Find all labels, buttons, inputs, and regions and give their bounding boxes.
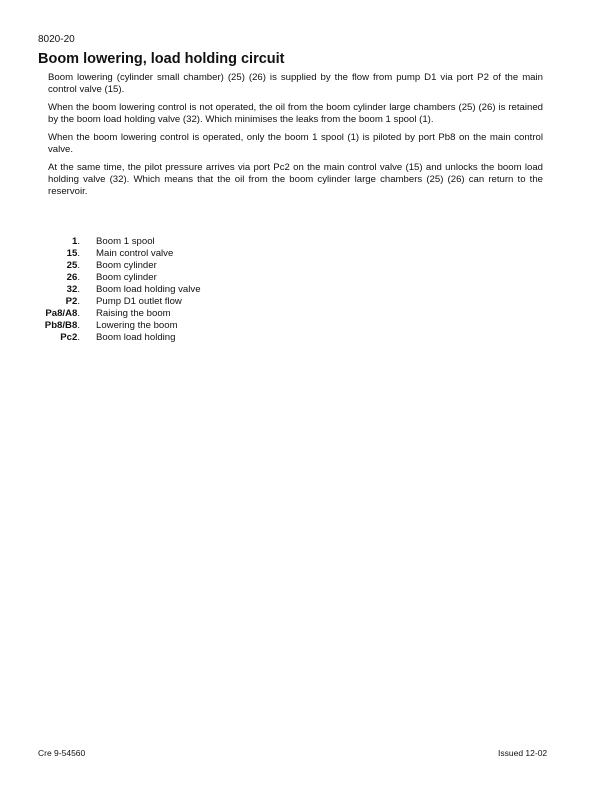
legend-key: Pa8/A8. [45, 308, 80, 319]
legend-key: 1. [71, 236, 80, 247]
legend-label: Main control valve [96, 248, 174, 259]
legend-item [20, 296, 201, 308]
legend-key: 26. [66, 272, 80, 283]
section-title: Boom lowering, load holding circuit [38, 51, 285, 67]
legend-list [20, 236, 201, 344]
legend-item [20, 308, 201, 320]
legend-label: Raising the boom [96, 308, 171, 319]
legend-label: Boom cylinder [96, 260, 157, 271]
legend-key: 15. [66, 248, 80, 259]
legend-item [20, 248, 201, 260]
legend-item [20, 332, 201, 344]
paragraph: When the boom lowering control is not operated, the oil from the boom cylinder large chambers (25) (26) is retained by the boom load holding valve (32). Which minimises the leaks from the boom 1 spool (1). [48, 102, 543, 125]
paragraph: Boom lowering (cylinder small chamber) (25) (26) is supplied by the flow from pump D1 via port P2 of the main control valve (15). [48, 72, 543, 95]
legend-key: Pc2. [60, 332, 80, 343]
page-reference: 8020-20 [38, 34, 75, 45]
document-number: Cre 9-54560 [38, 748, 86, 758]
paragraph: When the boom lowering control is operated, only the boom 1 spool (1) is piloted by port Pb8 on the main control valve. [48, 132, 543, 155]
legend-label: Boom load holding valve [96, 284, 201, 295]
issue-date: Issued 12-02 [498, 748, 548, 758]
legend-label: Pump D1 outlet flow [96, 296, 182, 307]
legend-key: Pb8/B8. [44, 320, 80, 331]
legend-label: Boom cylinder [96, 272, 157, 283]
body-text [48, 72, 543, 204]
paragraph: At the same time, the pilot pressure arrives via port Pc2 on the main control valve (15) and unlocks the boom load holding valve (32). Which means that the oil from the boom cylinder large chambers (25) (26) can return to the reservoir. [48, 162, 543, 197]
legend-key: 32. [66, 284, 80, 295]
legend-item [20, 320, 201, 332]
legend-item [20, 272, 201, 284]
legend-label: Lowering the boom [96, 320, 178, 331]
legend-key: P2. [65, 296, 80, 307]
legend-label: Boom load holding [96, 332, 176, 343]
legend-item [20, 236, 201, 248]
legend-item [20, 260, 201, 272]
legend-label: Boom 1 spool [96, 236, 155, 247]
legend-key: 25. [66, 260, 80, 271]
legend-item [20, 284, 201, 296]
